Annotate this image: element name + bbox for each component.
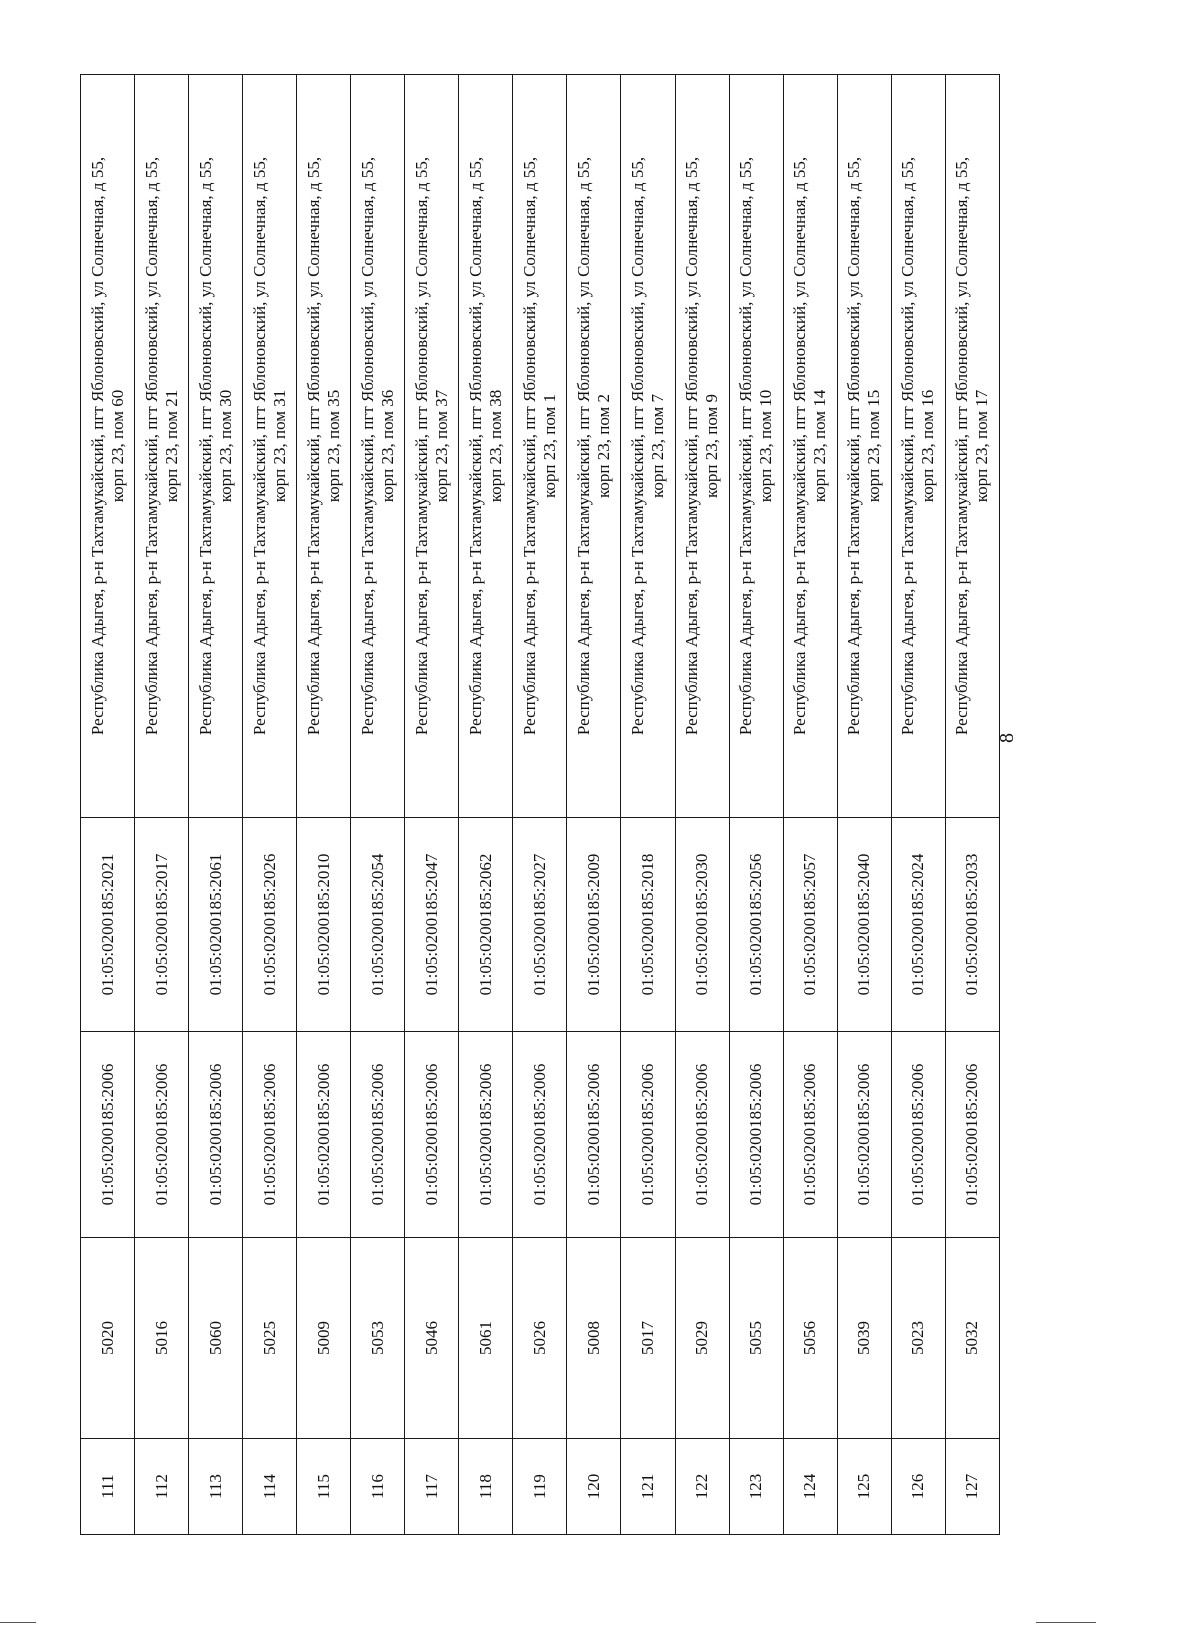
parent-cadastral-number: 01:05:0200185:2006	[135, 1032, 189, 1238]
object-code: 5053	[351, 1238, 405, 1439]
scan-artifact-right	[1036, 1622, 1096, 1623]
table-row	[405, 75, 459, 1535]
row-number: 121	[621, 1439, 675, 1535]
address-line-2: корп 23, пом 35	[323, 389, 343, 503]
table-row	[891, 75, 945, 1535]
row-number: 114	[243, 1439, 297, 1535]
address-line-2: корп 23, пом 31	[269, 389, 289, 503]
address-line-2: корп 23, пом 9	[702, 393, 722, 499]
address-cell	[135, 75, 189, 818]
address-cell	[837, 75, 891, 818]
table-row	[837, 75, 891, 1535]
rotated-table-wrapper	[80, 75, 1000, 1535]
address-cell	[675, 75, 729, 818]
row-number: 112	[135, 1439, 189, 1535]
address-line-2: корп 23, пом 14	[810, 389, 830, 503]
object-code: 5009	[297, 1238, 351, 1439]
address-line-2: корп 23, пом 60	[107, 389, 127, 503]
address-line-1: Республика Адыгея, р-н Тахтамукайский, пгт Яблоновский, ул Солнечная, д 55,	[141, 156, 161, 736]
row-number: 111	[81, 1439, 135, 1535]
address-cell	[351, 75, 405, 818]
row-number: 123	[729, 1439, 783, 1535]
address-line-2: корп 23, пом 38	[485, 389, 505, 503]
address-line-2: корп 23, пом 16	[918, 389, 938, 503]
object-code: 5060	[189, 1238, 243, 1439]
address-line-1: Республика Адыгея, р-н Тахтамукайский, пгт Яблоновский, ул Солнечная, д 55,	[573, 156, 593, 736]
address-line-1: Республика Адыгея, р-н Тахтамукайский, пгт Яблоновский, ул Солнечная, д 55,	[736, 156, 756, 736]
table-row	[945, 75, 999, 1535]
row-number: 119	[513, 1439, 567, 1535]
registry-table-body	[81, 75, 1000, 1535]
address-cell	[405, 75, 459, 818]
address-line-1: Республика Адыгея, р-н Тахтамукайский, пгт Яблоновский, ул Солнечная, д 55,	[627, 156, 647, 736]
table-row	[81, 75, 135, 1535]
cadastral-number: 01:05:0200185:2021	[81, 818, 135, 1032]
parent-cadastral-number: 01:05:0200185:2006	[405, 1032, 459, 1238]
cadastral-number: 01:05:0200185:2061	[189, 818, 243, 1032]
parent-cadastral-number: 01:05:0200185:2006	[891, 1032, 945, 1238]
parent-cadastral-number: 01:05:0200185:2006	[621, 1032, 675, 1238]
object-code: 5032	[945, 1238, 999, 1439]
address-line-1: Республика Адыгея, р-н Тахтамукайский, пгт Яблоновский, ул Солнечная, д 55,	[682, 156, 702, 736]
cadastral-number: 01:05:0200185:2010	[297, 818, 351, 1032]
cadastral-number: 01:05:0200185:2062	[459, 818, 513, 1032]
address-cell	[459, 75, 513, 818]
table-row	[621, 75, 675, 1535]
row-number: 127	[945, 1439, 999, 1535]
address-line-2: корп 23, пом 1	[539, 393, 559, 499]
object-code: 5026	[513, 1238, 567, 1439]
object-code: 5017	[621, 1238, 675, 1439]
address-cell	[189, 75, 243, 818]
parent-cadastral-number: 01:05:0200185:2006	[297, 1032, 351, 1238]
address-cell	[81, 75, 135, 818]
address-line-1: Республика Адыгея, р-н Тахтамукайский, пгт Яблоновский, ул Солнечная, д 55,	[249, 156, 269, 736]
table-row	[675, 75, 729, 1535]
parent-cadastral-number: 01:05:0200185:2006	[567, 1032, 621, 1238]
cadastral-number: 01:05:0200185:2057	[783, 818, 837, 1032]
cadastral-number: 01:05:0200185:2054	[351, 818, 405, 1032]
address-line-2: корп 23, пом 21	[161, 389, 181, 503]
cadastral-number: 01:05:0200185:2040	[837, 818, 891, 1032]
page-number: 8	[996, 733, 1018, 743]
parent-cadastral-number: 01:05:0200185:2006	[189, 1032, 243, 1238]
cadastral-number: 01:05:0200185:2009	[567, 818, 621, 1032]
cadastral-number: 01:05:0200185:2027	[513, 818, 567, 1032]
address-line-1: Республика Адыгея, р-н Тахтамукайский, пгт Яблоновский, ул Солнечная, д 55,	[844, 156, 864, 736]
address-line-1: Республика Адыгея, р-н Тахтамукайский, пгт Яблоновский, ул Солнечная, д 55,	[411, 156, 431, 736]
object-code: 5016	[135, 1238, 189, 1439]
row-number: 122	[675, 1439, 729, 1535]
object-code: 5039	[837, 1238, 891, 1439]
row-number: 126	[891, 1439, 945, 1535]
row-number: 124	[783, 1439, 837, 1535]
address-line-2: корп 23, пом 15	[864, 389, 884, 503]
address-line-2: корп 23, пом 37	[431, 389, 451, 503]
object-code: 5025	[243, 1238, 297, 1439]
address-line-1: Республика Адыгея, р-н Тахтамукайский, пгт Яблоновский, ул Солнечная, д 55,	[519, 156, 539, 736]
cadastral-number: 01:05:0200185:2026	[243, 818, 297, 1032]
row-number: 115	[297, 1439, 351, 1535]
cadastral-number: 01:05:0200185:2017	[135, 818, 189, 1032]
row-number: 125	[837, 1439, 891, 1535]
parent-cadastral-number: 01:05:0200185:2006	[783, 1032, 837, 1238]
table-row	[297, 75, 351, 1535]
address-line-1: Республика Адыгея, р-н Тахтамукайский, пгт Яблоновский, ул Солнечная, д 55,	[303, 156, 323, 736]
object-code: 5029	[675, 1238, 729, 1439]
table-row	[351, 75, 405, 1535]
parent-cadastral-number: 01:05:0200185:2006	[351, 1032, 405, 1238]
address-line-1: Республика Адыгея, р-н Тахтамукайский, пгт Яблоновский, ул Солнечная, д 55,	[898, 156, 918, 736]
object-code: 5046	[405, 1238, 459, 1439]
table-row	[783, 75, 837, 1535]
address-cell	[243, 75, 297, 818]
address-line-2: корп 23, пом 2	[593, 393, 613, 499]
address-cell	[729, 75, 783, 818]
address-line-1: Республика Адыгея, р-н Тахтамукайский, пгт Яблоновский, ул Солнечная, д 55,	[87, 156, 107, 736]
row-number: 116	[351, 1439, 405, 1535]
address-line-1: Республика Адыгея, р-н Тахтамукайский, пгт Яблоновский, ул Солнечная, д 55,	[790, 156, 810, 736]
row-number: 117	[405, 1439, 459, 1535]
cadastral-number: 01:05:0200185:2030	[675, 818, 729, 1032]
address-line-2: корп 23, пом 17	[972, 389, 992, 503]
table-row	[567, 75, 621, 1535]
table-row	[243, 75, 297, 1535]
parent-cadastral-number: 01:05:0200185:2006	[945, 1032, 999, 1238]
object-code: 5020	[81, 1238, 135, 1439]
address-line-2: корп 23, пом 10	[756, 389, 776, 503]
cadastral-number: 01:05:0200185:2018	[621, 818, 675, 1032]
address-cell	[567, 75, 621, 818]
address-cell	[513, 75, 567, 818]
address-cell	[783, 75, 837, 818]
address-cell	[621, 75, 675, 818]
address-line-2: корп 23, пом 7	[647, 393, 667, 499]
table-row	[729, 75, 783, 1535]
row-number: 120	[567, 1439, 621, 1535]
table-row	[189, 75, 243, 1535]
table-row	[513, 75, 567, 1535]
address-cell	[297, 75, 351, 818]
parent-cadastral-number: 01:05:0200185:2006	[513, 1032, 567, 1238]
address-line-1: Республика Адыгея, р-н Тахтамукайский, пгт Яблоновский, ул Солнечная, д 55,	[465, 156, 485, 736]
row-number: 118	[459, 1439, 513, 1535]
parent-cadastral-number: 01:05:0200185:2006	[243, 1032, 297, 1238]
address-cell	[891, 75, 945, 818]
cadastral-number: 01:05:0200185:2033	[945, 818, 999, 1032]
address-line-1: Республика Адыгея, р-н Тахтамукайский, пгт Яблоновский, ул Солнечная, д 55,	[952, 156, 972, 736]
cadastral-number: 01:05:0200185:2056	[729, 818, 783, 1032]
address-cell	[945, 75, 999, 818]
scan-artifact-left	[0, 1622, 36, 1623]
object-code: 5055	[729, 1238, 783, 1439]
parent-cadastral-number: 01:05:0200185:2006	[729, 1032, 783, 1238]
object-code: 5008	[567, 1238, 621, 1439]
object-code: 5061	[459, 1238, 513, 1439]
address-line-1: Республика Адыгея, р-н Тахтамукайский, пгт Яблоновский, ул Солнечная, д 55,	[357, 156, 377, 736]
cadastral-number: 01:05:0200185:2024	[891, 818, 945, 1032]
object-code: 5023	[891, 1238, 945, 1439]
parent-cadastral-number: 01:05:0200185:2006	[675, 1032, 729, 1238]
parent-cadastral-number: 01:05:0200185:2006	[837, 1032, 891, 1238]
cadastral-number: 01:05:0200185:2047	[405, 818, 459, 1032]
address-line-2: корп 23, пом 30	[215, 389, 235, 503]
row-number: 113	[189, 1439, 243, 1535]
parent-cadastral-number: 01:05:0200185:2006	[81, 1032, 135, 1238]
address-line-2: корп 23, пом 36	[377, 389, 397, 503]
object-code: 5056	[783, 1238, 837, 1439]
table-row	[135, 75, 189, 1535]
address-line-1: Республика Адыгея, р-н Тахтамукайский, пгт Яблоновский, ул Солнечная, д 55,	[195, 156, 215, 736]
table-row	[459, 75, 513, 1535]
premises-registry-table	[80, 74, 1000, 1535]
parent-cadastral-number: 01:05:0200185:2006	[459, 1032, 513, 1238]
